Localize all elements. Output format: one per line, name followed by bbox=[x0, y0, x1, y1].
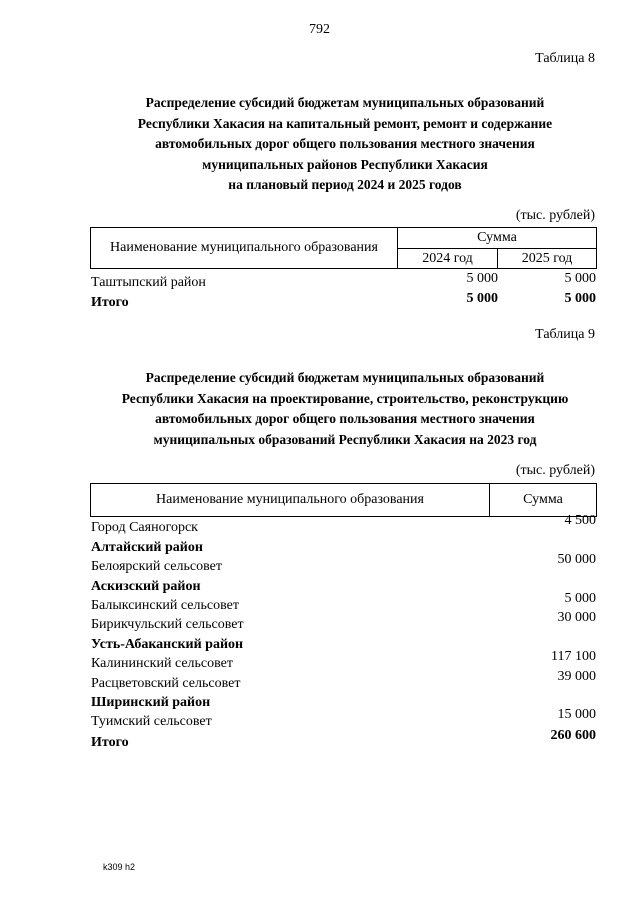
row-value: 15 000 bbox=[557, 707, 596, 722]
title-line: автомобильных дорог общего пользования местного значения bbox=[155, 136, 535, 151]
title-line: Распределение субсидий бюджетам муниципальных образований bbox=[145, 95, 545, 110]
row-value: 5 000 bbox=[564, 591, 596, 606]
table-9-units: (тыс. рублей) bbox=[515, 463, 595, 478]
row-name: Таштыпский район bbox=[91, 275, 206, 290]
row-name: Ширинский район bbox=[91, 695, 211, 710]
row-value-2025: 5 000 bbox=[564, 271, 596, 286]
table-row bbox=[91, 273, 596, 293]
table-8-title bbox=[60, 93, 630, 196]
total-label: Итого bbox=[91, 295, 129, 310]
row-name: Аскизский район bbox=[91, 579, 201, 594]
table-group-row bbox=[91, 577, 596, 597]
table-row bbox=[91, 669, 596, 694]
table-8-units: (тыс. рублей) bbox=[515, 208, 595, 223]
table-group-row bbox=[91, 538, 596, 558]
row-name: Алтайский район bbox=[91, 540, 203, 555]
total-value: 260 600 bbox=[550, 728, 596, 743]
row-value: 117 100 bbox=[551, 649, 596, 664]
table-row bbox=[91, 707, 596, 732]
table-row bbox=[91, 552, 596, 577]
header-sum-column: Сумма bbox=[398, 228, 597, 249]
table-total-row bbox=[91, 728, 596, 753]
table-row bbox=[91, 649, 596, 674]
row-name: Расцветовский сельсовет bbox=[91, 676, 241, 691]
table-9-caption: Таблица 9 bbox=[535, 327, 595, 342]
table-9-header bbox=[90, 483, 597, 517]
table-row bbox=[91, 513, 596, 538]
page-number: 792 bbox=[309, 22, 330, 37]
header-sum-column: Сумма bbox=[490, 484, 597, 517]
table-group-row bbox=[91, 635, 596, 655]
title-line: Распределение субсидий бюджетам муниципальных образований bbox=[145, 370, 545, 385]
row-value: 50 000 bbox=[557, 552, 596, 567]
header-name-column: Наименование муниципального образования bbox=[91, 228, 398, 269]
title-line: муниципальных районов Республики Хакасия bbox=[202, 156, 488, 172]
row-value: 39 000 bbox=[557, 669, 596, 684]
footer-code: k309 h2 bbox=[103, 862, 136, 872]
title-line: на плановый период 2024 и 2025 годов bbox=[228, 177, 462, 192]
total-value-2025: 5 000 bbox=[564, 291, 596, 306]
row-name: Усть-Абаканский район bbox=[91, 637, 244, 652]
title-line: автомобильных дорог общего пользования местного значения bbox=[155, 411, 535, 426]
table-total-row bbox=[91, 293, 596, 313]
table-row bbox=[91, 591, 596, 616]
row-name: Балыксинский сельсовет bbox=[91, 598, 239, 613]
title-line: муниципальных образований Республики Хакасия на 2023 год bbox=[153, 431, 537, 447]
total-label: Итого bbox=[91, 735, 129, 750]
row-name: Белоярский сельсовет bbox=[91, 559, 222, 574]
row-name: Калининский сельсовет bbox=[91, 656, 233, 671]
header-name-column: Наименование муниципального образования bbox=[91, 484, 490, 517]
row-value: 4 500 bbox=[564, 513, 596, 528]
header-year-2025: 2025 год bbox=[498, 249, 597, 269]
row-name: Бирикчульский сельсовет bbox=[91, 617, 244, 632]
table-row bbox=[91, 610, 596, 635]
table-8-header bbox=[90, 227, 597, 269]
row-value: 30 000 bbox=[557, 610, 596, 625]
title-line: Республики Хакасия на капитальный ремонт, ремонт и содержание bbox=[137, 115, 553, 131]
table-9-title bbox=[60, 368, 630, 450]
row-name: Туимский сельсовет bbox=[91, 714, 212, 729]
total-value-2024: 5 000 bbox=[466, 291, 498, 306]
table-group-row bbox=[91, 693, 596, 713]
header-year-2024: 2024 год bbox=[398, 249, 498, 269]
title-line: Республики Хакасия на проектирование, строительство, реконструкцию bbox=[121, 390, 569, 406]
row-value-2024: 5 000 bbox=[466, 271, 498, 286]
row-name: Город Саяногорск bbox=[91, 520, 198, 535]
table-8-caption: Таблица 8 bbox=[535, 51, 595, 66]
